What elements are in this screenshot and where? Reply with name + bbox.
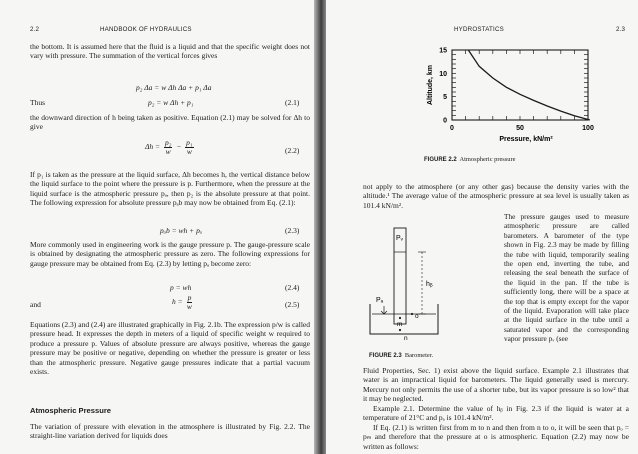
x-axis-label: Pressure, kN/m²	[499, 136, 553, 143]
right-page	[326, 0, 638, 454]
running-head: HYDROSTATICS	[454, 26, 504, 33]
paragraph: If p₁ is taken as the pressure at the liquid surface, Δh becomes h, the vertical distance below the liquid surface to the point where the pressure is p. Furthermore, when the pressure at the liquid surface is the atmospheric pressure pₐ, then p₂ is the absolute pressure at that point. The following expression for absolute pressure pₐb may now be obtained from Eq. (2.1):	[30, 170, 310, 208]
plot-frame	[452, 50, 588, 120]
label-pv: Pᵥ	[396, 235, 403, 242]
label-n: n	[404, 335, 408, 342]
barometer-tube	[394, 228, 406, 324]
label-o: o	[415, 313, 419, 320]
y-tick-label: 5	[443, 94, 447, 102]
y-tick-label: 15	[439, 47, 447, 55]
paragraph: The variation of pressure with elevation in the atmosphere is illustrated by Fig. 2.2. The straight-line variation derived for liquids does	[30, 422, 310, 441]
equation-2-1: p₂ = w Δh + p₁	[148, 98, 194, 107]
left-page	[0, 0, 318, 454]
barometer-figure	[364, 222, 452, 346]
page-number: 2.3	[616, 26, 626, 33]
equation-number: (2.5)	[285, 300, 300, 309]
running-head: HANDBOOK OF HYDRAULICS	[100, 26, 192, 33]
atmospheric-arrow-icon	[381, 306, 387, 314]
equation-2-4: p = wh	[170, 283, 192, 292]
paragraph: the bottom. It is assumed here that the fluid is a liquid and that the specific weight does not vary with pressure. The summation of the vertical forces gives	[30, 42, 310, 61]
equation: p₂ Δa = w Δh Δa + p₁ Δa	[136, 83, 212, 92]
y-tick-label: 10	[439, 70, 447, 78]
equation-number: (2.4)	[285, 283, 300, 292]
paragraph: the downward direction of h being taken as positive. Equation (2.1) may be solved for Δh to give	[30, 113, 310, 132]
equation-lead: and	[30, 300, 41, 309]
equation-2-3: pₐb = wh + pₐ	[160, 226, 203, 235]
paragraph: The pressure gauges used to measure atmospheric pressure are called barometers. A barometer of the type shown in Fig. 2.3 may be made by filling the tube with liquid, temporarily sealing the open end, inverting the tube, and releasing the seal beneath the surface of the liquid in the pan. If the tube is sufficiently long, there will be a space at the top that is empty except for the vapor of the liquid. Evaporation will take place at the liquid surface in the tube until a saturated vapor and the corresponding vapor pressure pᵥ (see	[504, 212, 629, 344]
y-axis-label: Altitude, km	[427, 64, 434, 106]
equation-number: (2.3)	[285, 226, 300, 235]
paragraph: Equations (2.3) and (2.4) are illustrated graphically in Fig. 2.1b. The expression p/w is called pressure head. It expresses the depth in meters of a liquid of specific weight w required to produce a pressure p. Values of absolute pressure are always positive, whereas the gauge pressure may be positive or negative, depending on whether the pressure is greater or less than the atmospheric pressure. Negative gauge pressures indicate that a partial vacuum exists.	[30, 320, 310, 377]
figure-caption: FIGURE 2.2 Atmospheric pressure	[424, 156, 516, 163]
point-m-marker	[399, 317, 401, 319]
figure-caption: FIGURE 2.3 Barometer.	[369, 352, 434, 359]
label-m: m	[397, 321, 403, 328]
point-o-marker	[411, 313, 413, 315]
y-tick-label: 0	[443, 117, 447, 125]
page-number: 2.2	[30, 26, 40, 33]
equation-lead: Thus	[30, 98, 45, 107]
paragraph: not apply to the atmosphere (or any other gas) because the density varies with the altitude.¹ The average value of the atmospheric pressure at sea level is usually taken as 101.4 kN/m².	[363, 182, 629, 210]
equation-2-2: Δh = $\frac{\text{p₂}}{w}$ − $\frac{\text{p₁}}{w}$	[145, 138, 193, 156]
atmospheric-pressure-chart	[424, 42, 604, 148]
paragraph: Example 2.1. Determine the value of hᵦ in Fig. 2.3 if the liquid is water at a temperature of 21°C and pₐ is 101.4 kN/m².	[363, 404, 629, 423]
label-hb: hᵦ	[426, 281, 433, 288]
point-n-marker	[399, 329, 401, 331]
paragraph: If Eq. (2.1) is written first from m to n and then from n to o, it will be seen that pₒ = pₘ and therefore that the pressure at o is atmospheric. Equation (2.2) may now be written as follows:	[363, 423, 629, 451]
equation-number: (2.2)	[285, 146, 300, 155]
equation-number: (2.1)	[285, 98, 300, 107]
pressure-curve	[468, 50, 590, 120]
paragraph: Fluid Properties, Sec. 1) exist above the liquid surface. Example 2.1 illustrates that water is an impractical liquid for barometers. The liquid generally used is mercury. Mercury not only permits the use of a shorter tube, but its vapor pressure is so low² that it may be neglected.	[363, 366, 629, 404]
section-heading: Atmospheric Pressure	[30, 406, 112, 415]
x-tick-label: 50	[516, 125, 524, 132]
barometer-pan	[370, 304, 438, 334]
x-tick-label: 100	[582, 125, 594, 132]
paragraph: More commonly used in engineering work is the gauge pressure p. The gauge-pressure scale is obtained by designating the atmospheric pressure as zero. The following expressions for gauge pressure may be obtained from Eq. (2.3) by letting pₐ become zero:	[30, 240, 310, 268]
x-tick-label: 0	[450, 125, 454, 132]
label-pa: Pₐ	[376, 297, 384, 304]
equation-2-5: h = $\frac{p}{w}$	[172, 293, 192, 311]
